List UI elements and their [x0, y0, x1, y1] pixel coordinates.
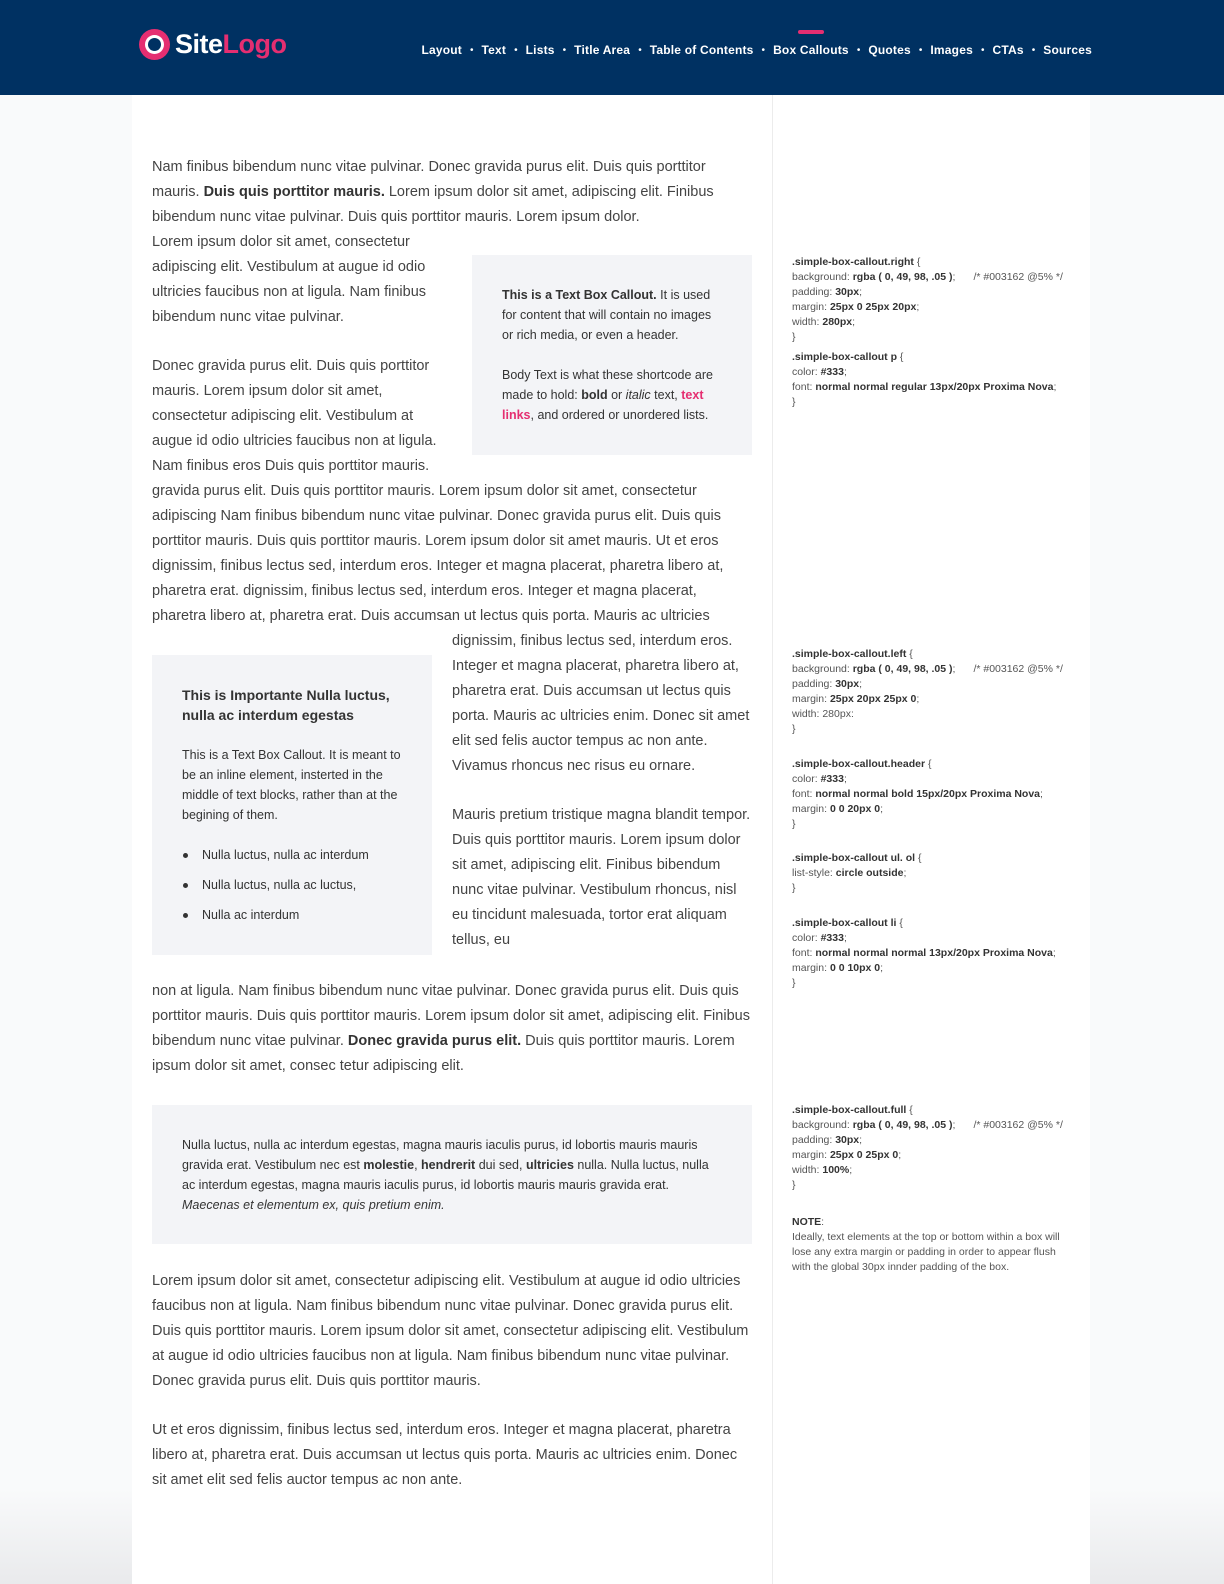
callout-left-list — [182, 845, 402, 925]
nav-separator: • — [761, 44, 766, 56]
list-item: Nulla ac interdum — [182, 905, 402, 925]
paragraph-1: Nam finibus bibendum nunc vitae pulvinar. Donec gravida purus elit. Duis quis porttitor mauris. Duis quis porttitor mauris. Lorem ipsum dolor sit amet, adipiscing elit. Finibus bibendum nunc vitae pulvinar. Duis quis porttitor mauris. Lorem ipsum dolor. — [152, 159, 714, 225]
logo-text: SiteLogo — [175, 28, 287, 59]
paragraph-7: non at ligula. Nam finibus bibendum nunc vitae pulvinar. Donec gravida purus elit. Duis quis porttitor mauris. Duis quis porttitor mauris. Lorem ipsum dolor sit amet, adipiscing elit. Finibus bibendum nunc vitae pulvinar. Donec gravida purus elit. Duis quis porttitor mauris. Lorem ipsum dolor sit amet, consec tetur adipiscing elit. — [152, 983, 750, 1074]
note-callout-list-style: .simple-box-callout ul. ol { list-style: circle outside; } — [792, 852, 922, 894]
paragraph-4: gravida purus elit. Duis quis porttitor mauris. Lorem ipsum dolor sit amet, consectetur adipiscing Nam finibus bibendum nunc vitae pulvinar. Donec gravida purus elit. Duis quis porttitor mauris. Duis quis porttitor mauris. Lorem ipsum dolor sit amet mauris. Ut et eros dignissim, finibus lectus sed, interdum eros. Integer et magna placerat, pharetra libero at, pharetra erat. dignissim, finibus lectus sed, interdum eros. Integer et magna placerat, pharetra libero at, pharetra erat. Duis accumsan ut lectus quis porta. Mauris ac ultricies — [152, 483, 724, 624]
nav-lists[interactable]: Lists — [525, 43, 555, 57]
note-final: NOTE: Ideally, text elements at the top or bottom within a box will lose any extra margin or padding in order to appear flush with the global 30px innder padding of the box. — [792, 1216, 1060, 1273]
nav-separator: • — [918, 44, 923, 56]
nav-box-callouts[interactable]: Box Callouts — [773, 43, 849, 57]
note-callout-full: .simple-box-callout.full { background: rgba ( 0, 49, 98, .05 ); /* #003162 @5% */ padding: 30px; margin: 25px 0 25px 0; width: 100%; } — [792, 1104, 1063, 1191]
nav-quotes[interactable]: Quotes — [868, 43, 911, 57]
note-callout-left: .simple-box-callout.left { background: rgba ( 0, 49, 98, .05 ); /* #003162 @5% */ padding: 30px; margin: 25px 20px 25px 0; width: 280px: } — [792, 648, 1063, 735]
nav-text[interactable]: Text — [481, 43, 507, 57]
main-nav — [421, 40, 1092, 60]
nav-separator: • — [856, 44, 861, 56]
callout-left-body: This is a Text Box Callout. It is meant to be an inline element, insterted in the middle of text blocks, rather than at the begining of them. — [182, 748, 401, 822]
text-box-callout-full — [152, 1105, 752, 1244]
paragraph-8: Lorem ipsum dolor sit amet, consectetur adipiscing elit. Vestibulum at augue id odio ultricies faucibus non at ligula. Nam finibus bibendum nunc vitae pulvinar. Donec gravida purus elit. Duis quis porttitor mauris. Lorem ipsum dolor sit amet, consectetur adipiscing elit. Vestibulum at augue id odio ultricies faucibus non at ligula. Nam finibus bibendum nunc vitae pulvinar. Donec gravida purus elit. Duis quis porttitor mauris. — [152, 1273, 749, 1389]
list-item: Nulla luctus, nulla ac interdum — [182, 845, 402, 865]
nav-layout[interactable]: Layout — [421, 43, 462, 57]
note-callout-header: .simple-box-callout.header { color: #333; font: normal normal bold 15px/20px Proxima Nova; margin: 0 0 20px 0; } — [792, 758, 1043, 830]
note-callout-p: .simple-box-callout p { color: #333; font: normal normal regular 13px/20px Proxima Nova; } — [792, 351, 1057, 408]
paragraph-9: Ut et eros dignissim, finibus lectus sed, interdum eros. Integer et magna placerat, pharetra libero at, pharetra erat. Duis accumsan ut lectus quis porta. Mauris ac ultricies enim. Donec sit amet elit sed felis auctor tempus ac non ante. — [152, 1422, 738, 1488]
callout-full-body: Nulla luctus, nulla ac interdum egestas, magna mauris iaculis purus, id lobortis mauris mauris gravida erat. Vestibulum nec est molestie, hendrerit dui sed, ultricies nulla. Nulla luctus, nulla ac interdum egestas, magna mauris iaculis purus, id lobortis mauris mauris gravida erat. Maecenas et elementum ex, quis pretium enim. — [182, 1138, 709, 1212]
text-link[interactable]: text links — [502, 388, 704, 422]
nav-separator: • — [514, 44, 518, 56]
nav-sources[interactable]: Sources — [1043, 43, 1092, 57]
nav-separator: • — [1031, 44, 1036, 56]
text-box-callout-left — [152, 655, 432, 955]
logo-icon — [139, 29, 170, 60]
note-callout-li: .simple-box-callout li { color: #333; font: normal normal normal 13px/20px Proxima Nova; margin: 0 0 10px 0; } — [792, 917, 1056, 989]
nav-separator: • — [562, 44, 567, 56]
callout-right-body: Body Text is what these shortcode are made to hold: bold or italic text, text links, and ordered or unordered lists. — [502, 368, 713, 422]
paragraph-3: Donec gravida purus elit. Duis quis porttitor mauris. Lorem ipsum dolor sit amet, consectetur adipiscing elit. Vestibulum at augue id odio ultricies faucibus non at ligula. Nam finibus eros Duis quis porttitor mauris. — [152, 358, 437, 474]
paragraph-5: dignissim, finibus lectus sed, interdum eros. Integer et magna placerat, pharetra libero at, pharetra erat. Duis accumsan ut lectus quis porta. Mauris ac ultricies enim. Donec sit amet elit sed felis auctor tempus ac non ante. Vivamus rhoncus nec risus eu ornare. — [452, 633, 750, 774]
nav-table-of-contents[interactable]: Table of Contents — [649, 43, 754, 57]
nav-separator: • — [638, 44, 642, 56]
nav-separator: • — [470, 44, 474, 56]
list-item: Nulla luctus, nulla ac luctus, — [182, 875, 402, 895]
top-navigation-bar — [0, 0, 1224, 95]
nav-images[interactable]: Images — [930, 43, 973, 57]
nav-separator: • — [980, 44, 985, 56]
paragraph-6: Mauris pretium tristique magna blandit tempor. Duis quis porttitor mauris. Lorem ipsum dolor sit amet, adipiscing elit. Finibus bibendum nunc vitae pulvinar. Vestibulum rhoncus, nisl eu tincidunt malesuada, tortor erat aliquam tellus, eu — [452, 807, 751, 948]
paragraph-2: Lorem ipsum dolor sit amet, consectetur adipiscing elit. Vestibulum at augue id odio ultricies faucibus non at ligula. Nam finibus bibendum nunc vitae pulvinar. — [152, 234, 427, 325]
callout-left-header: This is Importante Nulla luctus, nulla ac interdum egestas — [182, 687, 390, 723]
note-callout-right: .simple-box-callout.right { background: rgba ( 0, 49, 98, .05 ); /* #003162 @5% */ padding: 30px; margin: 25px 0 25px 20px; width: 280px; } — [792, 256, 1063, 343]
nav-title-area[interactable]: Title Area — [574, 43, 631, 57]
callout-right-lead: This is a Text Box Callout. It is used for content that will contain no images or rich media, or even a header. — [502, 288, 712, 342]
text-box-callout-right — [472, 255, 752, 455]
nav-ctas[interactable]: CTAs — [992, 43, 1024, 57]
site-logo[interactable] — [139, 28, 287, 60]
